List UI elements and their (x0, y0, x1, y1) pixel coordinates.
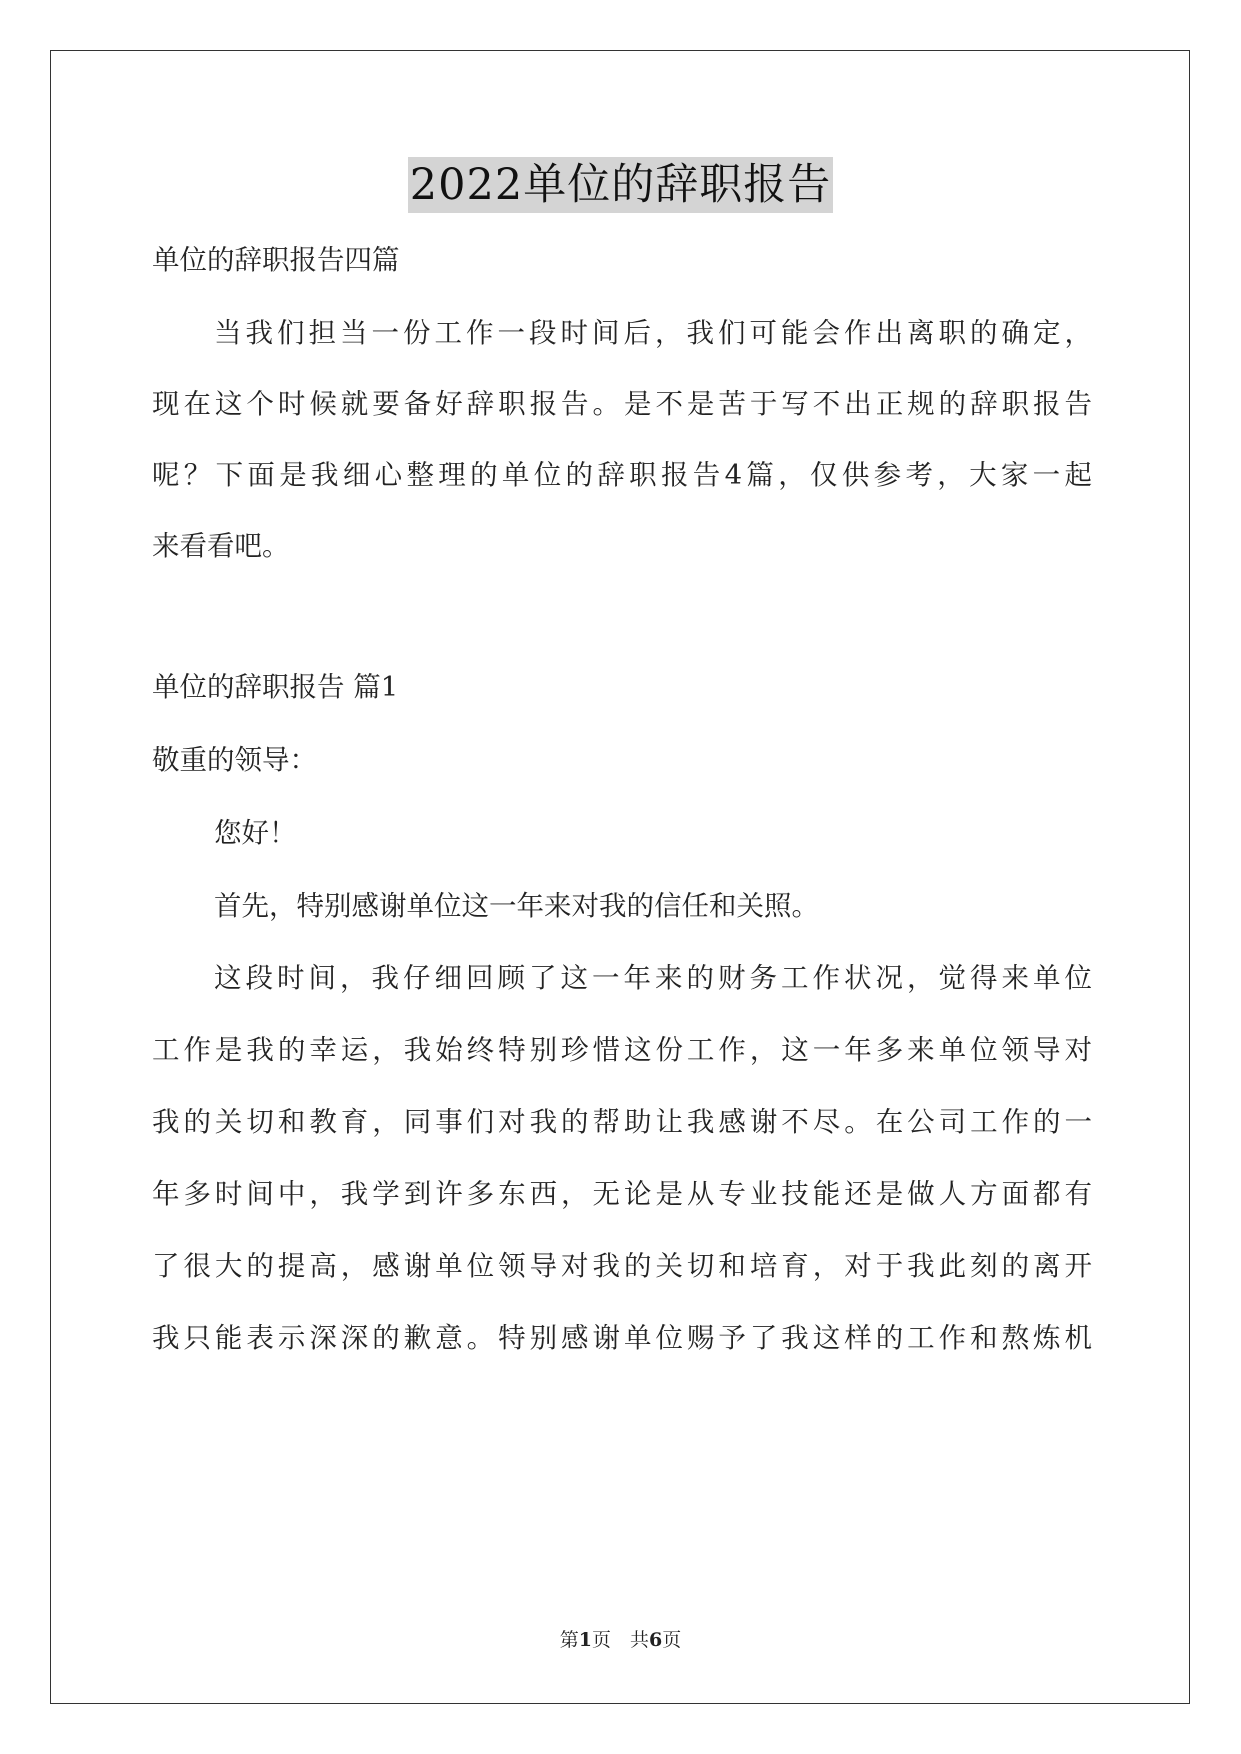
page-border (50, 50, 1190, 1704)
intro-line-1: 当我们担当一份工作一段时间后，我们可能会作出离职的确定， (214, 317, 1092, 349)
document-title: 2022单位的辞职报告 (408, 157, 833, 213)
footer-prefix: 第 (559, 1629, 579, 1651)
greeting: 您好！ (214, 817, 297, 849)
paragraph-2-line-1: 这段时间，我仔细回顾了这一年来的财务工作状况，觉得来单位 (214, 962, 1092, 994)
intro-line-3: 呢？下面是我细心整理的单位的辞职报告4篇，仅供参考，大家一起 (152, 459, 1092, 491)
footer-total-pages: 6 (649, 1629, 663, 1651)
paragraph-2-line-4: 年多时间中，我学到许多东西，无论是从专业技能还是做人方面都有 (152, 1178, 1092, 1210)
paragraph-2-line-3: 我的关切和教育，同事们对我的帮助让我感谢不尽。在公司工作的一 (152, 1106, 1092, 1138)
footer-suffix: 页 (662, 1629, 682, 1651)
paragraph-2-line-5: 了很大的提高，感谢单位领导对我的关切和培育，对于我此刻的离开 (152, 1250, 1092, 1282)
title-container (0, 157, 1241, 213)
footer-current-page: 1 (578, 1629, 592, 1651)
paragraph-2-line-6: 我只能表示深深的歉意。特别感谢单位赐予了我这样的工作和熬炼机 (152, 1322, 1092, 1354)
subtitle: 单位的辞职报告四篇 (152, 244, 400, 276)
section-heading: 单位的辞职报告 篇1 (152, 671, 399, 703)
paragraph-1: 首先，特别感谢单位这一年来对我的信任和关照。 (214, 890, 819, 922)
intro-line-4: 来看看吧。 (152, 530, 290, 562)
paragraph-2-line-2: 工作是我的幸运，我始终特别珍惜这份工作，这一年多来单位领导对 (152, 1034, 1092, 1066)
intro-line-2: 现在这个时候就要备好辞职报告。是不是苦于写不出正规的辞职报告 (152, 388, 1092, 420)
page-footer (0, 1628, 1241, 1652)
salutation: 敬重的领导： (152, 744, 317, 776)
footer-mid: 页 共 (591, 1629, 649, 1651)
